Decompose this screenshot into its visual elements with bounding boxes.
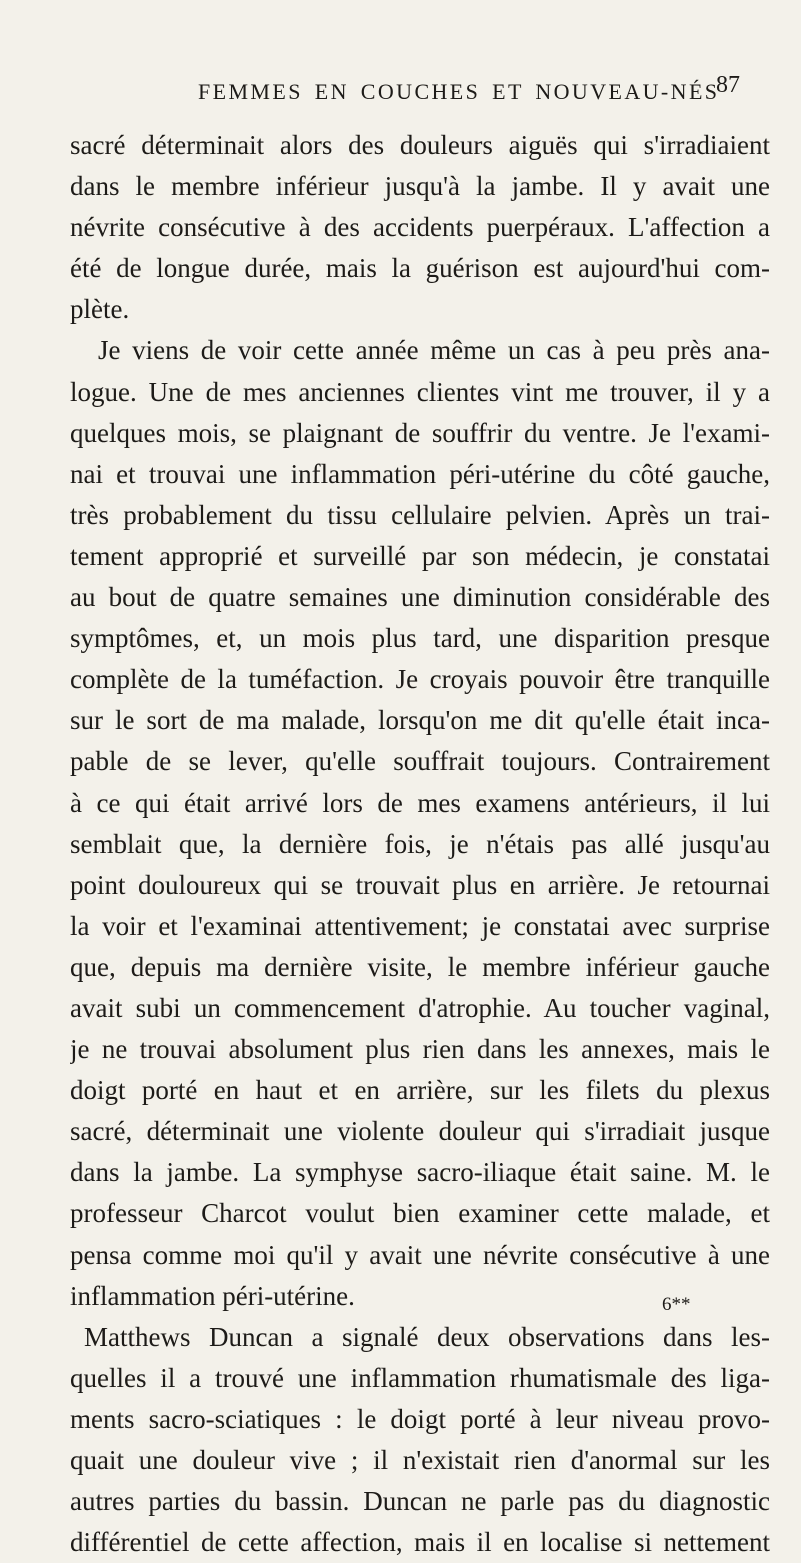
text-line: semblait que, la dernière fois, je n'étais pas allé jusqu'au xyxy=(70,828,770,859)
text-line: la voir et l'examinai attentivement; je constatai avec surprise xyxy=(70,910,770,941)
text-line: dans la jambe. La symphyse sacro-iliaque était saine. M. le xyxy=(70,1157,770,1188)
text-line: complète de la tuméfaction. Je croyais pouvoir être tranquille xyxy=(70,664,770,695)
paragraph-start-line: Je viens de voir cette année même un cas à peu près ana- xyxy=(98,335,770,366)
text-line: inflammation péri-utérine. xyxy=(70,1280,355,1311)
text-line: nai et trouvai une inflammation péri-utérine du côté gauche, xyxy=(70,458,770,489)
text-line: symptômes, et, un mois plus tard, une disparition presque xyxy=(70,623,770,654)
text-line: pable de se lever, qu'elle souffrait toujours. Contrairement xyxy=(70,746,770,777)
text-line: quelles il a trouvé une inflammation rhumatismale des liga- xyxy=(70,1362,770,1393)
text-line: ments sacro-sciatiques : le doigt porté à leur niveau provo- xyxy=(70,1403,770,1434)
text-line: que, depuis ma dernière visite, le membre inférieur gauche xyxy=(70,951,770,982)
text-line: point douloureux qui se trouvait plus en arrière. Je retournai xyxy=(70,869,770,900)
text-line: autres parties du bassin. Duncan ne parle pas du diagnostic xyxy=(70,1486,770,1517)
signature-mark: 6** xyxy=(662,1294,691,1315)
text-line: quelques mois, se plaignant de souffrir du ventre. Je l'exami- xyxy=(70,417,770,448)
text-line: différentiel de cette affection, mais il en localise si nettement xyxy=(70,1527,770,1558)
text-line: sacré, déterminait une violente douleur qui s'irradiait jusque xyxy=(70,1116,770,1147)
paragraph-start-line: Matthews Duncan a signalé deux observations dans les- xyxy=(84,1321,770,1352)
text-line: logue. Une de mes anciennes clientes vint me trouver, il y a xyxy=(70,376,770,407)
text-line: pensa comme moi qu'il y avait une névrite consécutive à une xyxy=(70,1239,770,1270)
text-line: plète. xyxy=(70,294,130,325)
text-line: au bout de quatre semaines une diminution considérable des xyxy=(70,582,770,613)
text-line: névrite consécutive à des accidents puerpéraux. L'affection a xyxy=(70,212,770,243)
text-line: sacré déterminait alors des douleurs aiguës qui s'irradiaient xyxy=(70,130,770,160)
text-line: tement approprié et surveillé par son médecin, je constatai xyxy=(70,540,770,571)
text-line: doigt porté en haut et en arrière, sur les filets du plexus xyxy=(70,1075,770,1106)
text-line: je ne trouvai absolument plus rien dans les annexes, mais le xyxy=(70,1034,770,1065)
text-line: très probablement du tissu cellulaire pelvien. Après un trai- xyxy=(70,499,770,530)
text-line: été de longue durée, mais la guérison est aujourd'hui com- xyxy=(70,253,770,284)
body-text xyxy=(70,125,770,1563)
text-line: à ce qui était arrivé lors de mes examens antérieurs, il lui xyxy=(70,787,770,818)
text-line: dans le membre inférieur jusqu'à la jambe. Il y avait une xyxy=(70,171,770,202)
running-title: FEMMES EN COUCHES ET NOUVEAU-NÉS xyxy=(198,79,720,104)
text-line: quait une douleur vive ; il n'existait rien d'anormal sur les xyxy=(70,1445,770,1475)
text-line: professeur Charcot voulut bien examiner cette malade, et xyxy=(70,1198,770,1229)
text-line: avait subi un commencement d'atrophie. Au toucher vaginal, xyxy=(70,992,770,1023)
page-number: 87 xyxy=(716,72,740,98)
text-line: sur le sort de ma malade, lorsqu'on me dit qu'elle était inca- xyxy=(70,705,770,736)
